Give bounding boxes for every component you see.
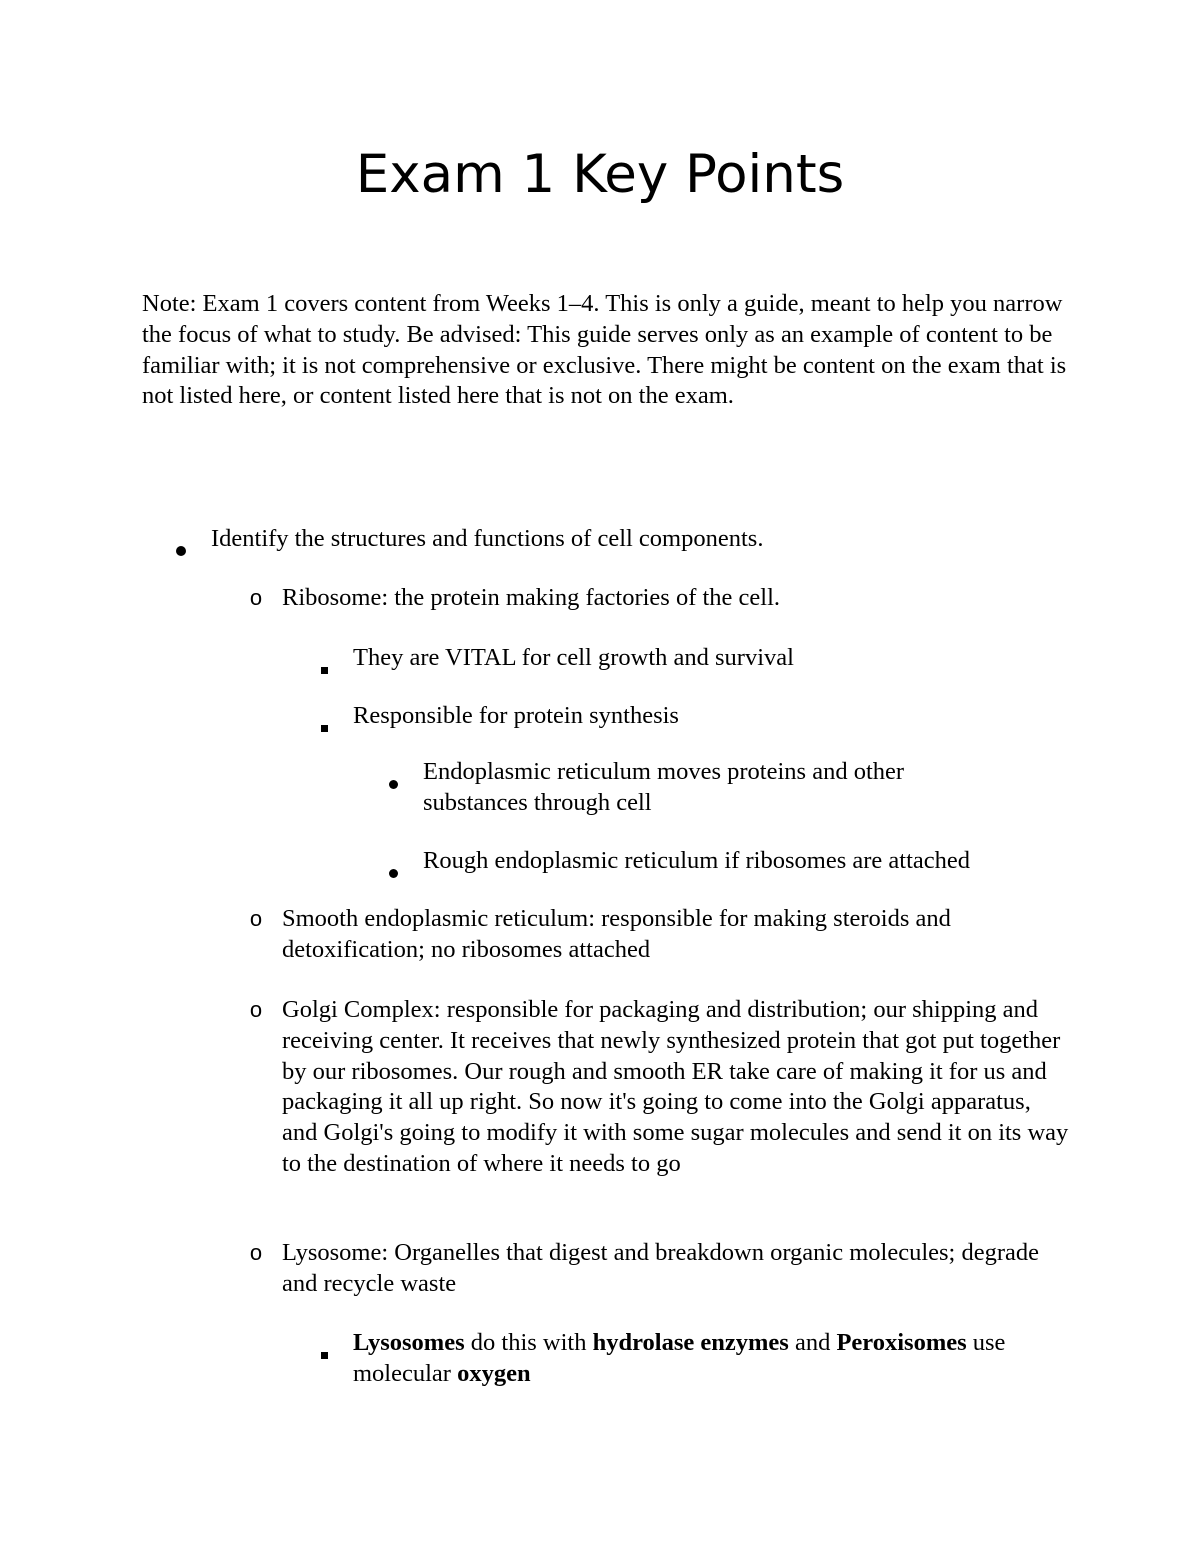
document-title: Exam 1 Key Points xyxy=(355,144,845,205)
list-item-text: Smooth endoplasmic reticulum: responsible for making steroids and detoxification; no ribosomes attached xyxy=(282,905,951,963)
bullet-square-icon xyxy=(319,710,329,720)
list-item-level2 xyxy=(0,995,1200,1215)
bullet-dot-icon xyxy=(386,767,400,779)
list-item-level3 xyxy=(0,701,1200,733)
term-lysosomes: Lysosomes xyxy=(353,1329,465,1356)
list-item-level3 xyxy=(0,1328,1200,1392)
list-item-level2 xyxy=(0,583,1200,615)
list-item-level2 xyxy=(0,1238,1200,1302)
exam-note: Note: Exam 1 covers content from Weeks 1–4. This is only a guide, meant to help you narrow the focus of what to study. Be advised: This guide serves only as an example of content to be familiar with; it is not comprehensive or exclusive. There might be content on the exam that is not listed here, or content listed here that is not on the exam. xyxy=(142,290,1067,410)
list-item-level2 xyxy=(0,904,1200,968)
term-oxygen: oxygen xyxy=(457,1359,531,1387)
list-item-text: Lysosomes do this with hydrolase enzymes and Peroxisomes use molecular oxygen xyxy=(353,1329,1006,1387)
bullet-circle-icon: o xyxy=(249,997,263,1022)
list-item-text: Identify the structures and functions of cell components. xyxy=(211,525,764,552)
list-item-text: Rough endoplasmic reticulum if ribosomes are attached xyxy=(423,847,971,874)
list-item-level3 xyxy=(0,643,1200,675)
bullet-circle-icon: o xyxy=(249,1240,263,1265)
bullet-dot-icon xyxy=(171,534,191,546)
list-item-level4 xyxy=(0,846,1200,878)
bullet-square-icon xyxy=(319,652,329,662)
list-item-text: Responsible for protein synthesis xyxy=(353,702,679,729)
list-item-text: Ribosome: the protein making factories of the cell. xyxy=(282,584,781,611)
list-item-text: Lysosome: Organelles that digest and breakdown organic molecules; degrade and recycle waste xyxy=(282,1239,1040,1297)
term-hydrolase-enzymes: hydrolase enzymes xyxy=(592,1329,789,1356)
bullet-dot-icon xyxy=(386,856,400,868)
bullet-circle-icon: o xyxy=(249,906,263,931)
list-item-text: Endoplasmic reticulum moves proteins and other substances through cell xyxy=(423,758,905,816)
list-item-level1 xyxy=(0,524,1200,556)
list-item-level4 xyxy=(0,757,1200,821)
list-item-text: They are VITAL for cell growth and survival xyxy=(353,644,794,671)
bullet-circle-icon: o xyxy=(249,585,263,610)
list-item-text: Golgi Complex: responsible for packaging and distribution; our shipping and receiving center. It receives that newly synthesized protein that got put together by our ribosomes. Our rough and smooth ER take care of making it for us and packaging it all up right. So now it's going to come into the Golgi apparatus, and Golgi's going to modify it with some sugar molecules and send it on its way to the destination of where it needs to go xyxy=(282,996,1069,1177)
bullet-square-icon xyxy=(319,1337,329,1347)
term-peroxisomes: Peroxisomes xyxy=(836,1329,967,1356)
